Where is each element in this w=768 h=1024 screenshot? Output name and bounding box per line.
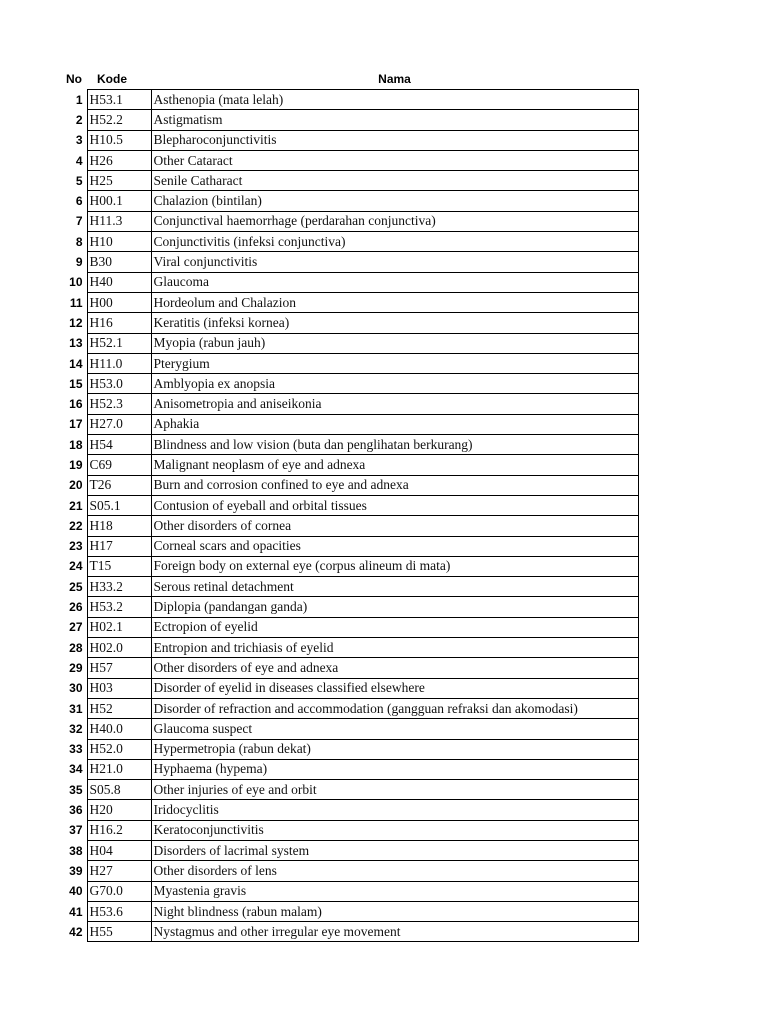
row-code: H17 [87, 536, 151, 556]
table-row [56, 374, 638, 394]
table-row [56, 922, 638, 942]
row-code: H02.0 [87, 638, 151, 658]
row-name: Ectropion of eyelid [151, 617, 638, 637]
table-row [56, 353, 638, 373]
row-number: 22 [69, 518, 83, 533]
row-code: H04 [87, 840, 151, 860]
sheet [56, 69, 638, 942]
row-code: H11.0 [87, 353, 151, 373]
table-row [56, 292, 638, 312]
row-number: 4 [75, 153, 83, 168]
row-number: 26 [69, 600, 83, 615]
row-code: H00.1 [87, 191, 151, 211]
row-name: Foreign body on external eye (corpus alineum di mata) [151, 556, 638, 576]
row-number: 13 [69, 336, 83, 351]
row-number: 18 [69, 437, 83, 452]
header-no: No [66, 72, 82, 87]
row-name: Hypermetropia (rabun dekat) [151, 739, 638, 759]
row-code: H10 [87, 232, 151, 252]
row-code: H53.2 [87, 597, 151, 617]
row-code: S05.1 [87, 495, 151, 515]
row-number: 25 [69, 579, 83, 594]
row-name: Disorder of eyelid in diseases classified elsewhere [151, 678, 638, 698]
table-row [56, 333, 638, 353]
row-number: 31 [69, 701, 83, 716]
table-row [56, 475, 638, 495]
table-row [56, 536, 638, 556]
row-name: Serous retinal detachment [151, 577, 638, 597]
row-code: B30 [87, 252, 151, 272]
table-row [56, 90, 638, 110]
table-row [56, 435, 638, 455]
table-row [56, 211, 638, 231]
row-number: 20 [69, 478, 83, 493]
row-name: Nystagmus and other irregular eye movement [151, 922, 638, 942]
table-row [56, 678, 638, 698]
row-number: 5 [75, 173, 83, 188]
row-number: 11 [69, 295, 83, 310]
table-row [56, 252, 638, 272]
row-name: Other injuries of eye and orbit [151, 780, 638, 800]
row-name: Amblyopia ex anopsia [151, 374, 638, 394]
row-name: Chalazion (bintilan) [151, 191, 638, 211]
row-code: H10.5 [87, 130, 151, 150]
header-kode: Kode [97, 72, 127, 86]
row-number: 10 [69, 275, 83, 290]
header-row [56, 69, 638, 90]
row-number: 33 [69, 742, 83, 757]
row-number: 35 [69, 782, 83, 797]
table-row [56, 394, 638, 414]
row-number: 17 [69, 417, 83, 432]
row-name: Keratitis (infeksi kornea) [151, 313, 638, 333]
row-name: Corneal scars and opacities [151, 536, 638, 556]
table-row [56, 638, 638, 658]
table-row [56, 577, 638, 597]
row-number: 37 [69, 823, 83, 838]
table-row [56, 800, 638, 820]
row-code: H27.0 [87, 414, 151, 434]
row-code: H16.2 [87, 820, 151, 840]
row-name: Anisometropia and aniseikonia [151, 394, 638, 414]
table-row [56, 455, 638, 475]
row-number: 14 [69, 356, 83, 371]
row-name: Blepharoconjunctivitis [151, 130, 638, 150]
row-name: Other disorders of cornea [151, 516, 638, 536]
row-number: 6 [75, 194, 83, 209]
table-row [56, 658, 638, 678]
table-row [56, 191, 638, 211]
row-name: Viral conjunctivitis [151, 252, 638, 272]
row-number: 28 [69, 640, 83, 655]
row-code: H18 [87, 516, 151, 536]
row-number: 27 [69, 620, 83, 635]
row-code: H25 [87, 171, 151, 191]
row-number: 8 [75, 234, 83, 249]
row-number: 21 [69, 498, 83, 513]
table-row [56, 881, 638, 901]
row-name: Other Cataract [151, 150, 638, 170]
row-name: Other disorders of lens [151, 861, 638, 881]
table-row [56, 861, 638, 881]
table-row [56, 313, 638, 333]
row-name: Glaucoma suspect [151, 719, 638, 739]
table-row [56, 597, 638, 617]
row-name: Night blindness (rabun malam) [151, 901, 638, 921]
row-name: Burn and corrosion confined to eye and adnexa [151, 475, 638, 495]
row-name: Senile Catharact [151, 171, 638, 191]
row-number: 2 [75, 112, 83, 127]
row-code: H52 [87, 698, 151, 718]
row-code: H21.0 [87, 759, 151, 779]
table-row [56, 617, 638, 637]
row-code: H52.1 [87, 333, 151, 353]
row-number: 1 [75, 92, 83, 107]
row-name: Diplopia (pandangan ganda) [151, 597, 638, 617]
row-name: Aphakia [151, 414, 638, 434]
row-code: H55 [87, 922, 151, 942]
row-name: Disorders of lacrimal system [151, 840, 638, 860]
row-number: 15 [69, 376, 83, 391]
row-number: 36 [69, 803, 83, 818]
row-name: Conjunctival haemorrhage (perdarahan conjunctiva) [151, 211, 638, 231]
row-code: H52.2 [87, 110, 151, 130]
row-number: 19 [69, 457, 83, 472]
row-number: 9 [75, 255, 83, 270]
row-code: H52.3 [87, 394, 151, 414]
row-name: Myastenia gravis [151, 881, 638, 901]
row-name: Iridocyclitis [151, 800, 638, 820]
row-number: 38 [69, 843, 83, 858]
row-name: Contusion of eyeball and orbital tissues [151, 495, 638, 515]
row-number: 24 [69, 559, 83, 574]
row-code: C69 [87, 455, 151, 475]
table-row [56, 698, 638, 718]
diagnosis-code-table [56, 69, 639, 942]
row-code: H53.1 [87, 90, 151, 110]
row-number: 30 [69, 681, 83, 696]
header-nama: Nama [378, 72, 411, 86]
table-row [56, 171, 638, 191]
row-number: 32 [69, 721, 83, 736]
table-row [56, 840, 638, 860]
row-code: H40 [87, 272, 151, 292]
row-name: Glaucoma [151, 272, 638, 292]
row-name: Hyphaema (hypema) [151, 759, 638, 779]
table-row [56, 150, 638, 170]
row-code: H26 [87, 150, 151, 170]
table-row [56, 272, 638, 292]
table-row [56, 414, 638, 434]
table-row [56, 719, 638, 739]
row-code: H52.0 [87, 739, 151, 759]
row-code: H02.1 [87, 617, 151, 637]
row-code: H53.6 [87, 901, 151, 921]
table-row [56, 516, 638, 536]
row-number: 42 [69, 924, 83, 939]
row-code: H16 [87, 313, 151, 333]
row-name: Blindness and low vision (buta dan penglihatan berkurang) [151, 435, 638, 455]
row-code: H33.2 [87, 577, 151, 597]
row-number: 23 [69, 539, 83, 554]
row-number: 3 [75, 133, 83, 148]
row-code: H57 [87, 658, 151, 678]
row-number: 34 [69, 762, 83, 777]
row-number: 16 [69, 397, 83, 412]
table-row [56, 780, 638, 800]
table-body [56, 90, 638, 942]
row-code: H11.3 [87, 211, 151, 231]
row-name: Hordeolum and Chalazion [151, 292, 638, 312]
table-row [56, 495, 638, 515]
row-code: H20 [87, 800, 151, 820]
row-code: S05.8 [87, 780, 151, 800]
row-code: T15 [87, 556, 151, 576]
table-row [56, 556, 638, 576]
table-row [56, 739, 638, 759]
row-code: H54 [87, 435, 151, 455]
row-code: H00 [87, 292, 151, 312]
row-name: Myopia (rabun jauh) [151, 333, 638, 353]
table-row [56, 901, 638, 921]
table-row [56, 759, 638, 779]
row-name: Keratoconjunctivitis [151, 820, 638, 840]
row-code: H53.0 [87, 374, 151, 394]
table-row [56, 232, 638, 252]
row-code: G70.0 [87, 881, 151, 901]
table-row [56, 110, 638, 130]
table-row [56, 130, 638, 150]
row-name: Astigmatism [151, 110, 638, 130]
row-number: 12 [69, 315, 83, 330]
row-name: Asthenopia (mata lelah) [151, 90, 638, 110]
row-name: Conjunctivitis (infeksi conjunctiva) [151, 232, 638, 252]
row-number: 41 [69, 904, 83, 919]
row-name: Malignant neoplasm of eye and adnexa [151, 455, 638, 475]
row-name: Disorder of refraction and accommodation (gangguan refraksi dan akomodasi) [151, 698, 638, 718]
row-number: 7 [75, 214, 83, 229]
row-number: 39 [69, 863, 83, 878]
row-code: H40.0 [87, 719, 151, 739]
row-code: H27 [87, 861, 151, 881]
row-code: T26 [87, 475, 151, 495]
row-number: 29 [69, 660, 83, 675]
row-number: 40 [69, 884, 83, 899]
row-code: H03 [87, 678, 151, 698]
row-name: Pterygium [151, 353, 638, 373]
row-name: Other disorders of eye and adnexa [151, 658, 638, 678]
table-row [56, 820, 638, 840]
row-name: Entropion and trichiasis of eyelid [151, 638, 638, 658]
